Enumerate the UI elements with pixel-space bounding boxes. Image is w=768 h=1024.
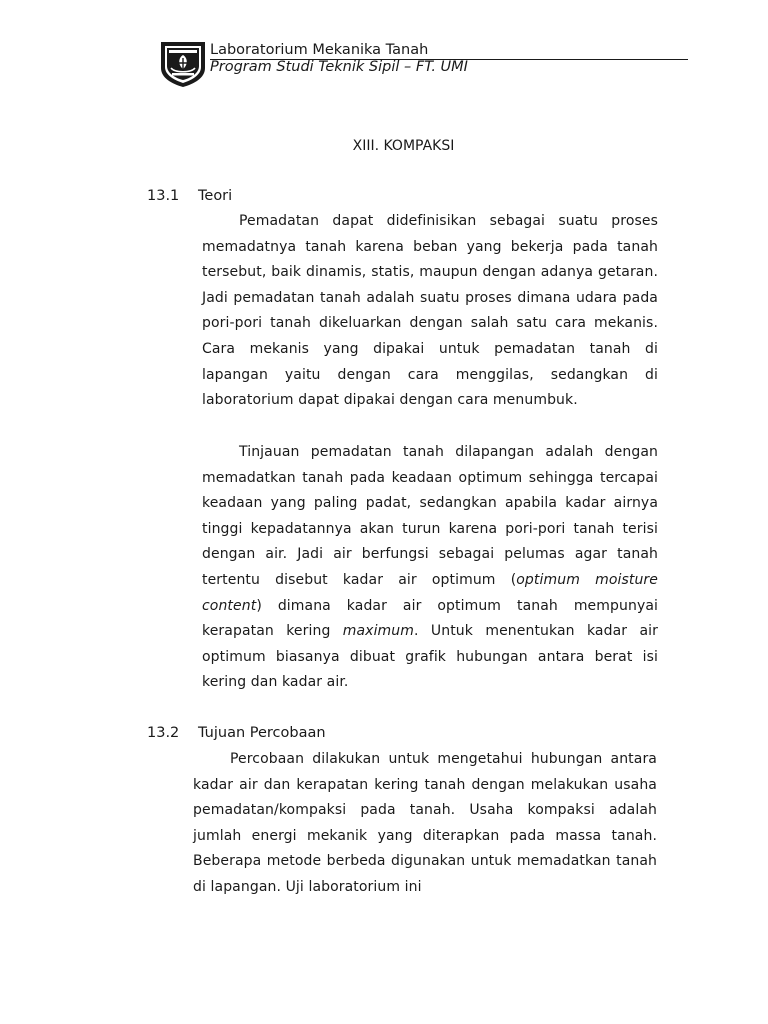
section-heading-teori <box>147 187 232 205</box>
paragraph-italic-term: maximum <box>342 623 415 640</box>
teori-paragraph-2 <box>202 440 658 696</box>
section-heading-tujuan-percobaan <box>147 724 326 742</box>
header-lab-name: Laboratorium Mekanika Tanah <box>210 42 429 58</box>
paragraph-text: Percobaan dilakukan untuk mengetahui hubungan antara kadar air dan kerapatan kering tanah dengan melakukan usaha pemadatan/kompaksi pada tanah. Usaha kompaksi adalah jumlah energi mekanik yang diterapkan pada massa tanah. Beberapa metode berbeda digunakan untuk memadatkan tanah di lapangan. Uji laboratorium ini <box>193 751 657 895</box>
section-number: 13.2 <box>147 725 180 741</box>
chapter-title: XIII. KOMPAKSI <box>352 138 455 154</box>
header-program-name: Program Studi Teknik Sipil – FT. UMI <box>210 59 468 75</box>
page-header <box>158 38 688 90</box>
paragraph-text: ) dimana kadar air optimum tanah mempunyai kerapatan kering <box>202 597 658 640</box>
tujuan-paragraph-1 <box>193 747 657 901</box>
section-number: 13.1 <box>147 188 180 204</box>
paragraph-italic-term: optimum moisture content <box>202 571 659 614</box>
section-title: Teori <box>198 188 233 204</box>
university-logo-icon <box>158 38 208 88</box>
paragraph-text: . Untuk menentukan kadar air optimum biasanya dibuat grafik hubungan antara berat isi kering dan kadar air. <box>202 623 658 691</box>
paragraph-text: Pemadatan dapat didefinisikan sebagai suatu proses memadatnya tanah karena beban yang bekerja pada tanah tersebut, baik dinamis, statis, maupun dengan adanya getaran. Jadi pemadatan tanah adalah suatu proses dimana udara pada pori-pori tanah dikeluarkan dengan salah satu cara mekanis. Cara mekanis yang dipakai untuk pemadatan tanah di lapangan yaitu dengan cara menggilas, sedangkan di laboratorium dapat dipakai dengan cara menumbuk. <box>202 213 658 409</box>
paragraph-text: Tinjauan pemadatan tanah dilapangan adalah dengan memadatkan tanah pada keadaan optimum sehingga tercapai keadaan yang paling padat, sedangkan apabila kadar airnya tinggi kepadatannya akan turun karena pori-pori tanah terisi dengan air. Jadi air berfungsi sebagai pelumas agar tanah tertentu disebut kadar air optimum ( <box>202 444 658 588</box>
teori-paragraph-1 <box>202 209 658 414</box>
section-title: Tujuan Percobaan <box>198 725 326 741</box>
